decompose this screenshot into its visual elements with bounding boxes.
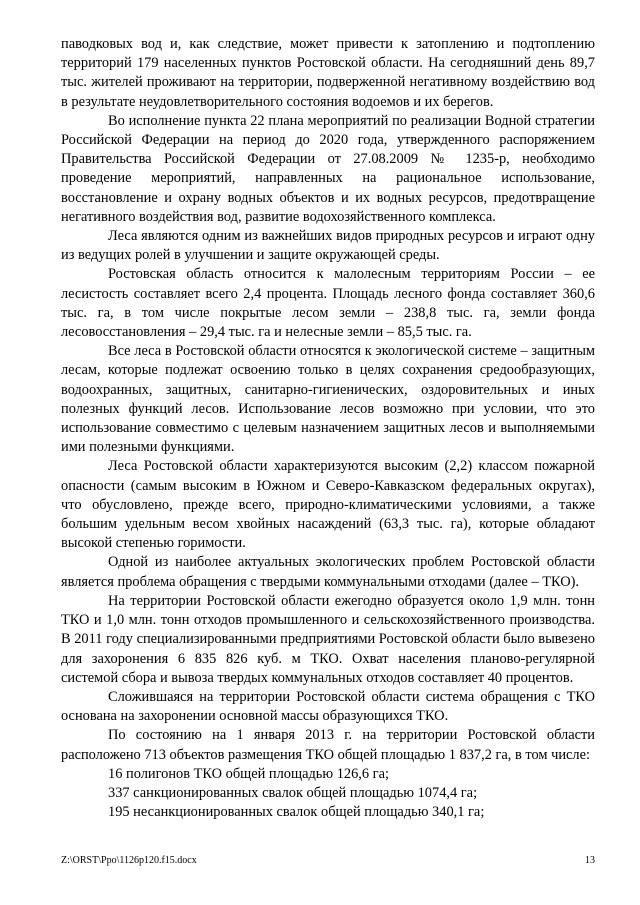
paragraph-tko-problem: Одной из наиболее актуальных экологических проблем Ростовской области является проблема обращения с твердыми коммунальными отходами (далее – ТКО). <box>61 554 595 590</box>
page-number: 13 <box>585 855 595 866</box>
paragraph-fire-danger: Леса Ростовской области характеризуются высоким (2,2) классом пожарной опасности (самым высоким в Южном и Северо-Кавказском федеральных округах), что обусловлено, прежде всего, природно-климатическими условиями, а также большим удельным весом хвойных насаждений (63,3 тыс. га), которые обладают высокой степенью горимости. <box>61 458 595 552</box>
paragraph-tko-system: Сложившаяся на территории Ростовской области система обращения с ТКО основана на захоронении основной массы образующихся ТКО. <box>61 688 595 725</box>
paragraph-forests-intro: Леса являются одним из важнейших видов природных ресурсов и играют одну из ведущих ролей в улучшении и защите окружающей среды. <box>61 228 595 264</box>
list-item: 16 полигонов ТКО общей площадью 126,6 га; <box>108 765 389 782</box>
paragraph-water-strategy: Во исполнение пункта 22 плана мероприятий по реализации Водной стратегии Российской Федерации на период до 2020 года, утвержденного распоряжением Правительства Российской Федерации от 27.08.2009 № 1235-р, необходимо проведение мероприятий, направленных на рациональное использование, восстановление и охрану водных объектов и их водных ресурсов, предотвращение негативного воздействия вод, развитие водохозяйственного комплекса. <box>61 112 595 225</box>
paragraph-tko-volume: На территории Ростовской области ежегодно образуется около 1,9 млн. тонн ТКО и 1,0 млн. тонн отходов промышленного и сельскохозяйственного производства. В 2011 году специализированными предприятиями Ростовской области было вывезено для захоронения 6 835 826 куб. м ТКО. Охват населения планово-регулярной системой сбора и вывоза твердых коммунальных отходов составляет 40 процентов. <box>61 592 595 686</box>
document-body <box>61 35 595 822</box>
page-footer <box>61 855 595 869</box>
footer-file-path: Z:\ORST\Ppo\1126p120.f15.docx <box>61 855 197 866</box>
list-item: 195 несанкционированных свалок общей площадью 340,1 га; <box>108 804 485 821</box>
list-item: 337 санкционированных свалок общей площадью 1074,4 га; <box>108 784 478 801</box>
paragraph-protective-forests: Все леса в Ростовской области относятся к экологической системе – защитным лесам, которые подлежат освоению только в целях сохранения средообразующих, водоохранных, защитных, санитарно-гигиенических, оздоровительных и иных полезных функций лесов. Использование лесов возможно при условии, что это использование совместимо с целевым назначением защитных лесов и выполняемыми ими полезными функциями. <box>61 343 595 456</box>
paragraph-forest-cover: Ростовская область относится к малолесным территориям России – ее лесистость составляет всего 2,4 процента. Площадь лесного фонда составляет 360,6 тыс. га, в том числе покрытые лесом земли – 238,8 тыс. га, земли фонда лесовосстановления – 29,4 тыс. га и нелесные земли – 85,5 тыс. га. <box>61 266 595 341</box>
paragraph-tko-sites: По состоянию на 1 января 2013 г. на территории Ростовской области расположено 713 объектов размещения ТКО общей площадью 1 837,2 га, в том числе: <box>61 727 595 763</box>
paragraph-continuation: паводковых вод и, как следствие, может привести к затоплению и подтоплению территорий 179 населенных пунктов Ростовской области. На сегодняшний день 89,7 тыс. жителей проживают на территории, подверженной негативному воздействию вод в результате неудовлетворительного состояния водоемов и их берегов. <box>61 36 595 110</box>
